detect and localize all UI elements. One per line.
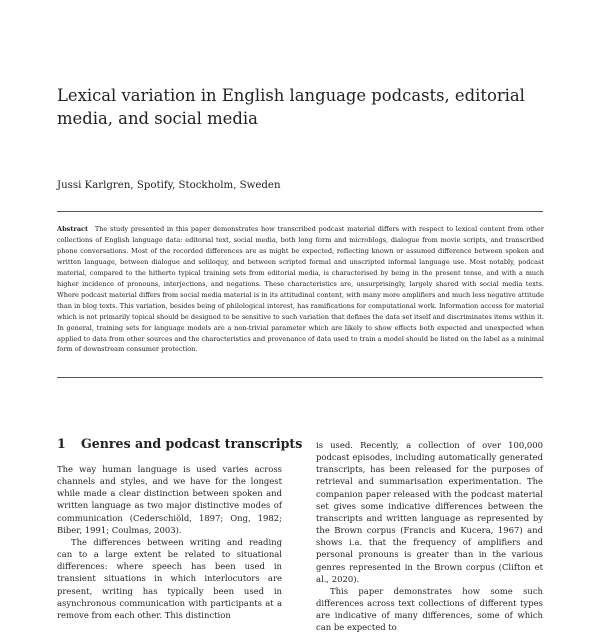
abstract-label: Abstract xyxy=(57,225,89,233)
right-column xyxy=(316,439,543,634)
paragraph: is used. Recently, a collection of over 100,000 podcast episodes, including automatically generated transcripts, has been released for the purposes of retrieval and summarisation experimentation. The companion paper released with the podcast material set gives some indicative differences between the transcripts and written language as represented by the Brown corpus (Francis and Kucera, 1967) and shows i.a. that the frequency of amplifiers and personal pronouns is greater than in the various genres represented in the Brown corpus (Clifton et al., 2020). xyxy=(316,440,543,584)
left-column xyxy=(57,463,282,621)
paragraph: The differences between writing and reading can to a large extent be related to situational differences: where speech has been used in transient situations in which interlocutors are present, writing has typically been used in asynchronous communication with participants at a remove from each other. This distinction xyxy=(57,536,282,620)
paragraph: This paper demonstrates how some such differences across text collections of different types are indicative of many differences, some of which can be expected to xyxy=(316,585,543,633)
abstract-top-rule xyxy=(57,211,543,212)
section-title: Genres and podcast transcripts xyxy=(81,436,303,451)
abstract-bottom-rule xyxy=(57,377,543,378)
section-number: 1 xyxy=(57,436,66,451)
author-line: Jussi Karlgren, Spotify, Stockholm, Sweden xyxy=(57,180,281,191)
section-heading xyxy=(57,436,302,451)
abstract-text: The study presented in this paper demonstrates how transcribed podcast material differs with respect to lexical content from other collections of English language data: editorial text, social media, both long form and microblogs, dialogue from movie scripts, and transcribed phone conversations. Most of the recorded differences are as might be expected, reflecting known or assumed difference between spoken and written language, between dialogue and soliloquy, and between scripted formal and unscripted informal language use. Most notably, podcast material, compared to the hitherto typical training sets from editorial media, is characterised by being in the present tense, and with a much higher incidence of pronouns, interjections, and negations. These characteristics are, unsurprisingly, largely shared with social media texts. Where podcast material differs from social media material is in its attitudinal content, with many more amplifiers and much less negative attitude than in blog texts. This variation, besides being of philological interest, has ramifications for computational work. Information access for material which is not primarily topical should be designed to be sensitive to such variation that defines the data set itself and discriminates items within it. In general, training sets for language models are a non-trivial parameter which are likely to show effects both expected and unexpected when applied to data from other sources and the characteristics and provenance of data used to train a model should be listed on the label as a minimal form of downstream consumer protection. xyxy=(57,225,545,354)
paper-title: Lexical variation in English language podcasts, editorial media, and social media xyxy=(57,86,525,128)
abstract xyxy=(57,224,544,355)
paragraph: The way human language is used varies across channels and styles, and we have for the longest while made a clear distinction between spoken and written language as two major distinctive modes of communication (Cederschiöld, 1897; Ong, 1982; Biber, 1991; Coulmas, 2003). xyxy=(57,464,282,535)
